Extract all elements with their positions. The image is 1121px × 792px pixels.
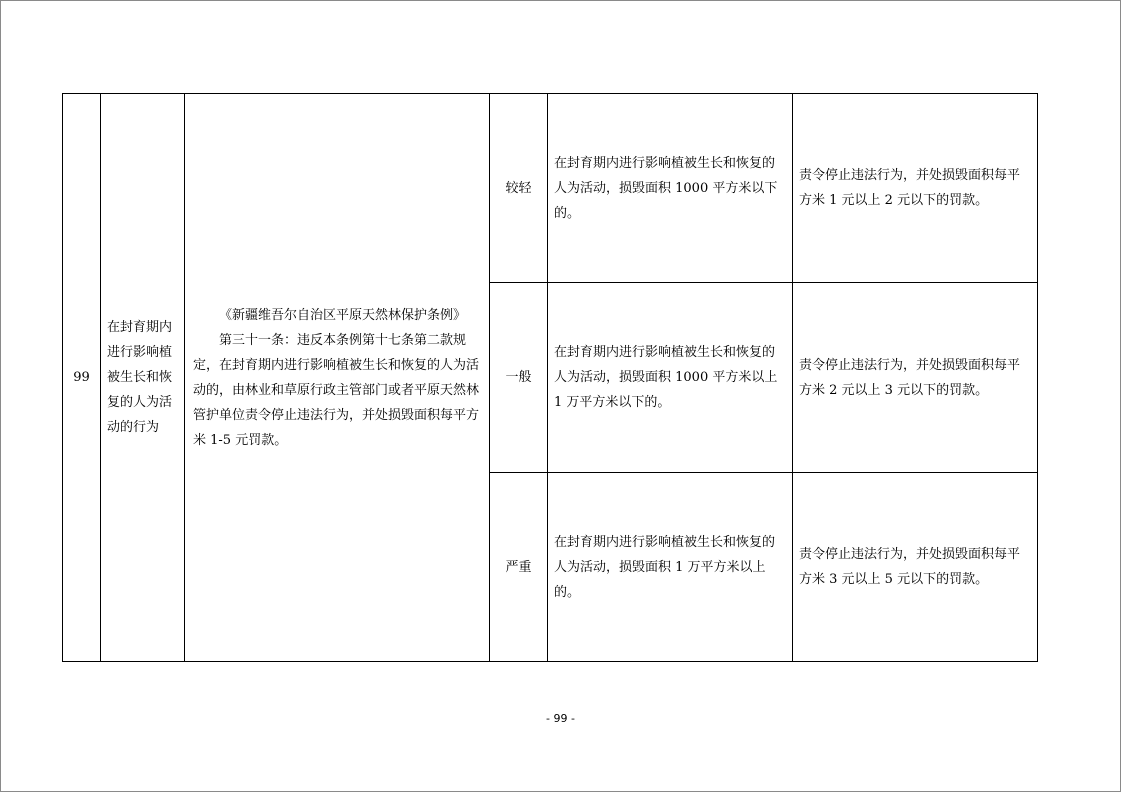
- severity-level-cell: 严重: [490, 473, 548, 662]
- penalty-standard-cell: 责令停止违法行为，并处损毁面积每平方米 2 元以上 3 元以下的罚款。: [793, 283, 1038, 473]
- severity-level-cell: 较轻: [490, 94, 548, 283]
- severity-level-cell: 一般: [490, 283, 548, 473]
- violation-item-cell: 在封育期内进行影响植被生长和恢复的人为活动的行为: [101, 94, 185, 662]
- penalty-standard-cell: 责令停止违法行为，并处损毁面积每平方米 1 元以上 2 元以下的罚款。: [793, 94, 1038, 283]
- law-article: 第三十一条：违反本条例第十七条第二款规定，在封育期内进行影响植被生长和恢复的人为活动的，由林业和草原行政主管部门或者平原天然林管护单位责令停止违法行为，并处损毁面积每平方米 1-5 元罚款。: [193, 332, 480, 448]
- circumstance-cell: 在封育期内进行影响植被生长和恢复的人为活动，损毁面积 1 万平方米以上的。: [548, 473, 793, 662]
- law-title: 《新疆维吾尔自治区平原天然林保护条例》: [219, 307, 467, 323]
- legal-basis-cell: [185, 94, 490, 662]
- circumstance-cell: 在封育期内进行影响植被生长和恢复的人为活动，损毁面积 1000 平方米以下的。: [548, 94, 793, 283]
- penalty-standard-table: [62, 93, 1038, 662]
- page-number: - 99 -: [546, 712, 575, 725]
- penalty-standard-cell: 责令停止违法行为，并处损毁面积每平方米 3 元以上 5 元以下的罚款。: [793, 473, 1038, 662]
- row-number-cell: 99: [63, 94, 101, 662]
- table-row: [63, 94, 1038, 283]
- circumstance-cell: 在封育期内进行影响植被生长和恢复的人为活动，损毁面积 1000 平方米以上 1 万平方米以下的。: [548, 283, 793, 473]
